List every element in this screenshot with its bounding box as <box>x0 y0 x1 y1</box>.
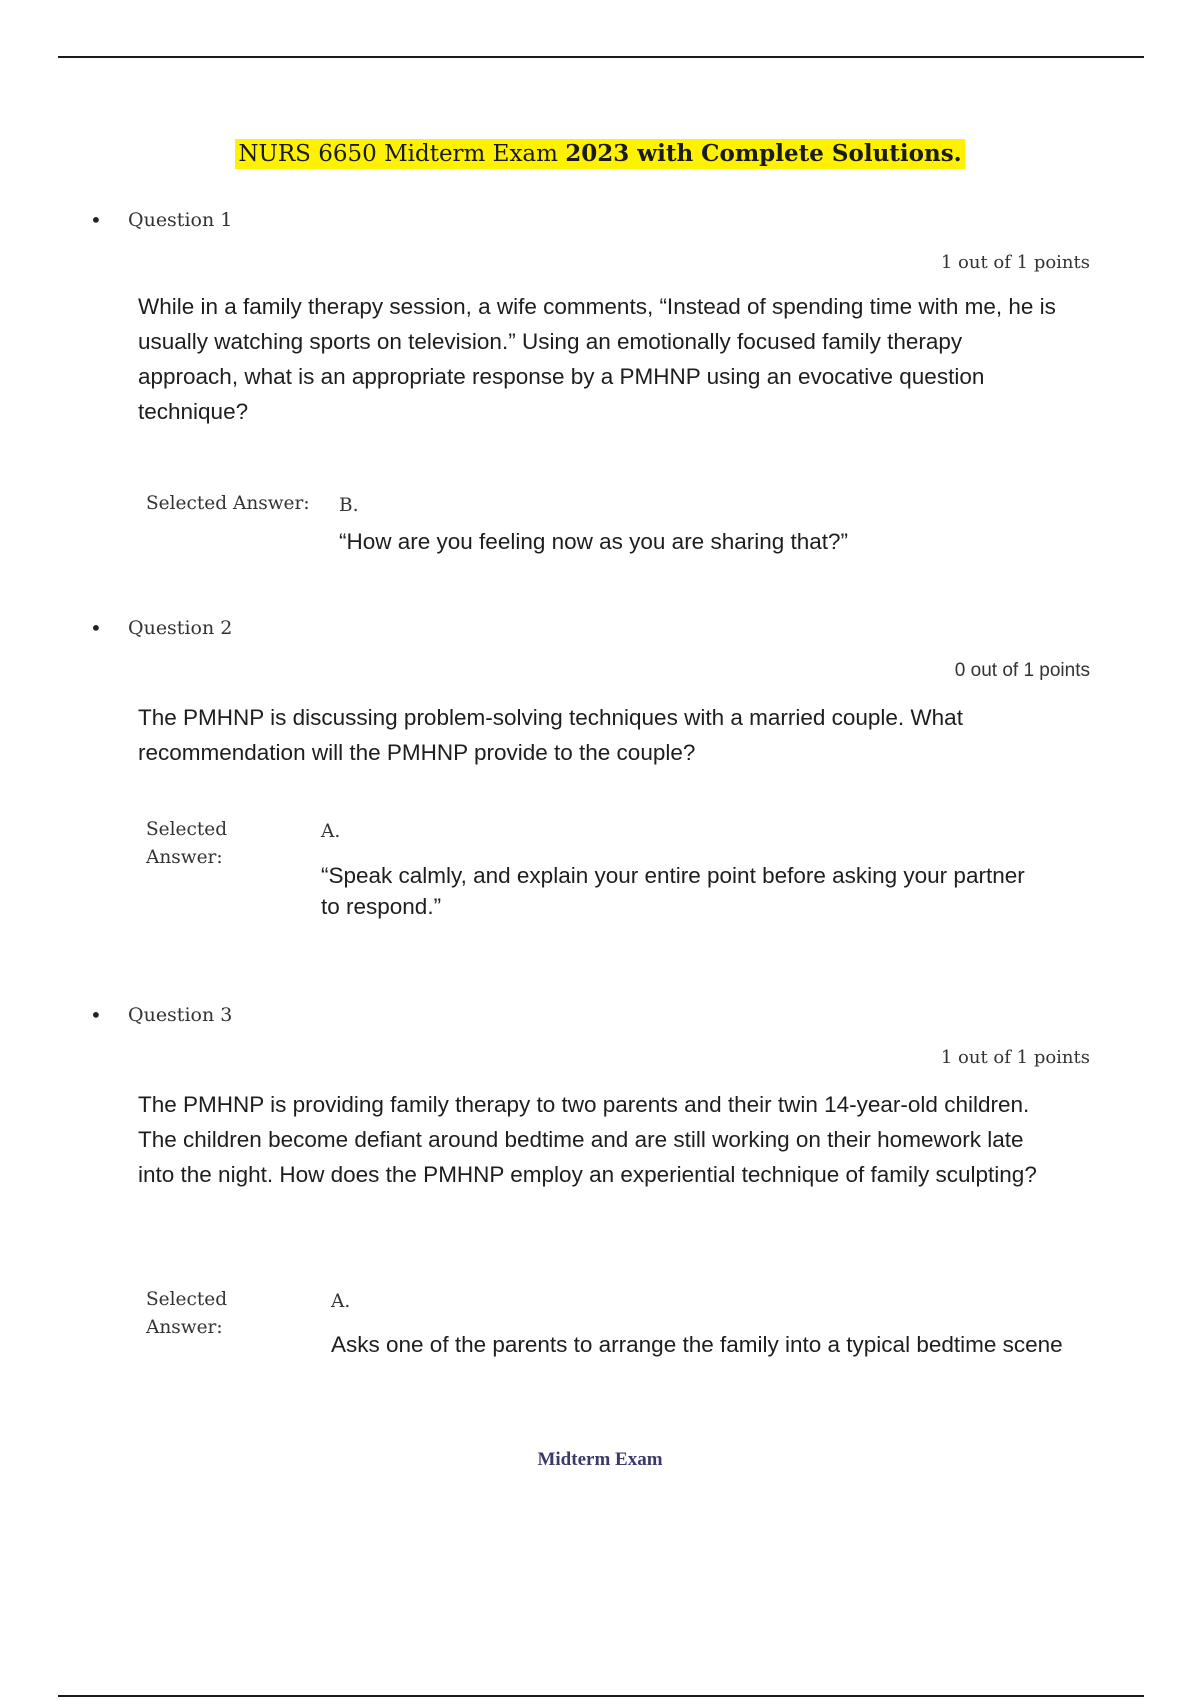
question-2-points: 0 out of 1 points <box>954 660 1090 681</box>
title-highlight <box>235 139 964 169</box>
question-1-selected-label: Selected Answer: <box>146 493 310 514</box>
question-3-selected-label: Selected Answer: <box>146 1289 228 1338</box>
question-2-selected-label: Selected Answer: <box>146 819 228 868</box>
question-3-text: The PMHNP is providing family therapy to two parents and their twin 14-year-old children. The children become defiant around bedtime and are still working on their homework late into the night. How does the PMHNP employ an experiential technique of family sculpting? <box>138 1092 1037 1187</box>
top-rule <box>58 56 1144 58</box>
question-1-selected-answer: “How are you feeling now as you are sharing that?” <box>339 529 849 554</box>
title-normal: NURS 6650 Midterm Exam <box>238 141 558 167</box>
bullet-icon: • <box>90 1003 102 1027</box>
page-title <box>0 140 1200 167</box>
question-1-points: 1 out of 1 points <box>940 252 1090 273</box>
question-2-selected-answer: “Speak calmly, and explain your entire point before asking your partner to respond.” <box>321 863 1025 919</box>
question-3-label: Question 3 <box>128 1004 233 1026</box>
question-1-text: While in a family therapy session, a wife comments, “Instead of spending time with me, he is usually watching sports on television.” Using an emotionally focused family therapy approach, what is an appropriate response by a PMHNP using an evocative question technique? <box>138 294 1056 424</box>
bottom-rule <box>58 1695 1144 1697</box>
question-2-label: Question 2 <box>128 617 233 639</box>
question-1-label: Question 1 <box>128 209 233 231</box>
question-1-selected-letter: B. <box>339 495 359 516</box>
footer-text: Midterm Exam <box>537 1449 663 1470</box>
question-2-text: The PMHNP is discussing problem-solving techniques with a married couple. What recommendation will the PMHNP provide to the couple? <box>138 705 963 765</box>
bullet-icon: • <box>90 208 102 232</box>
question-3-selected-letter: A. <box>331 1291 351 1312</box>
title-bold: 2023 with Complete Solutions. <box>565 140 962 167</box>
question-3-points: 1 out of 1 points <box>940 1047 1090 1068</box>
question-2-selected-letter: A. <box>321 821 341 842</box>
bullet-icon: • <box>90 616 102 640</box>
question-3-selected-answer: Asks one of the parents to arrange the family into a typical bedtime scene <box>331 1332 1063 1357</box>
